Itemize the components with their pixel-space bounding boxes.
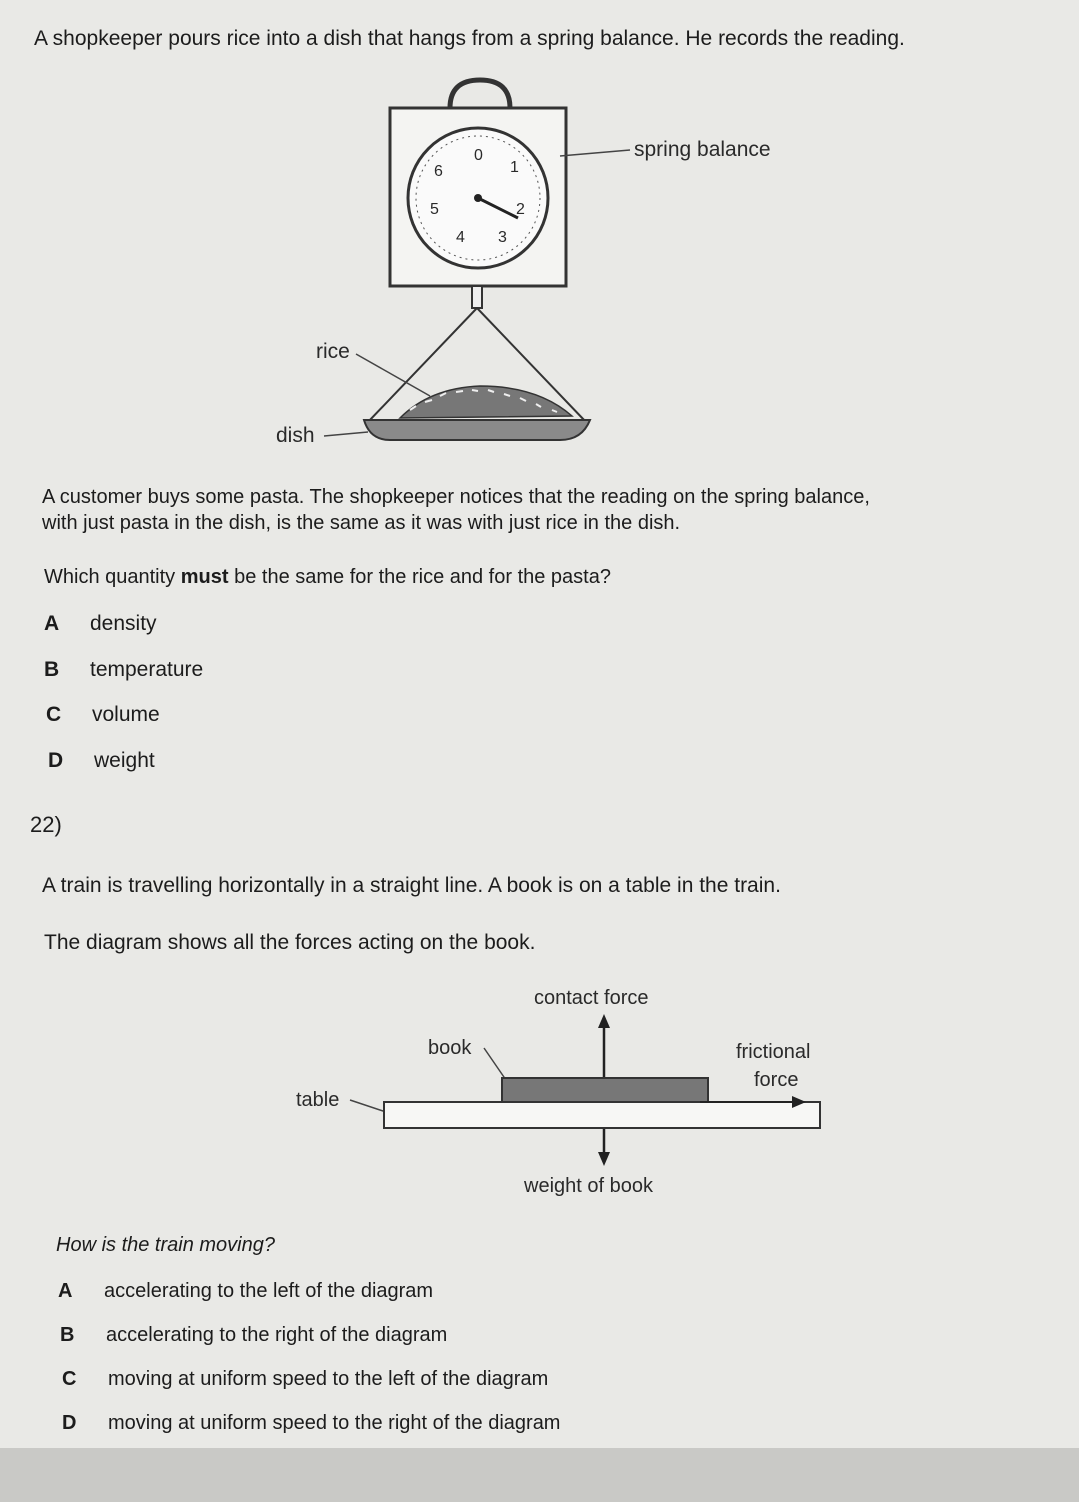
dial-number-5: 5 <box>430 201 439 218</box>
option-letter: D <box>48 749 64 772</box>
balance-stem <box>472 286 482 308</box>
option-letter: B <box>44 658 60 681</box>
label-frictional: frictional <box>736 1041 811 1063</box>
option-text: moving at uniform speed to the right of the diagram <box>108 1412 561 1434</box>
contact-force-arrowhead <box>598 1014 610 1028</box>
option-text: temperature <box>90 658 204 681</box>
q21-option-b[interactable] <box>44 658 203 682</box>
bottom-edge <box>0 1448 1079 1502</box>
book <box>502 1078 708 1102</box>
label-force: force <box>754 1069 799 1091</box>
q21-body-line2: with just pasta in the dish, is the same as it was with just rice in the dish. <box>42 512 681 534</box>
dial-number-1: 1 <box>510 159 519 176</box>
option-letter: C <box>62 1368 77 1390</box>
q22-option-b[interactable] <box>60 1324 447 1347</box>
q22-line2: The diagram shows all the forces acting on the book. <box>44 931 536 954</box>
q21-question-prefix: Which quantity <box>44 566 181 588</box>
weight-arrowhead <box>598 1152 610 1166</box>
q22-question: How is the train moving? <box>56 1234 275 1256</box>
option-letter: B <box>60 1324 75 1346</box>
dial-number-0: 0 <box>474 147 483 164</box>
q21-option-c[interactable] <box>46 703 160 727</box>
option-letter: A <box>58 1280 73 1302</box>
q21-option-d[interactable] <box>48 749 155 773</box>
balance-hook <box>450 80 510 108</box>
label-spring-balance: spring balance <box>634 138 771 161</box>
option-text: weight <box>94 749 155 772</box>
spring-balance-diagram <box>260 70 820 460</box>
q22-option-a[interactable] <box>58 1280 433 1303</box>
q21-option-a[interactable] <box>44 612 157 636</box>
label-rice: rice <box>316 340 350 363</box>
label-dish: dish <box>276 424 315 447</box>
label-book: book <box>428 1037 472 1059</box>
table-top <box>384 1102 820 1128</box>
q21-question-emphasis: must <box>180 566 229 588</box>
q21-question-suffix: be the same for the rice and for the pasta? <box>228 566 611 588</box>
option-letter: D <box>62 1412 77 1434</box>
option-letter: A <box>44 612 60 635</box>
label-weight: weight of book <box>524 1175 653 1197</box>
q22-option-c[interactable] <box>62 1368 548 1391</box>
dial-number-6: 6 <box>434 163 443 180</box>
q21-intro: A shopkeeper pours rice into a dish that hangs from a spring balance. He records the reading. <box>34 27 905 50</box>
option-letter: C <box>46 703 62 726</box>
option-text: volume <box>92 703 160 726</box>
option-text: density <box>90 612 157 635</box>
label-table: table <box>296 1089 340 1111</box>
option-text: accelerating to the right of the diagram <box>106 1324 448 1346</box>
option-text: moving at uniform speed to the left of the diagram <box>108 1368 549 1390</box>
dial-number-2: 2 <box>516 201 525 218</box>
dish <box>364 420 590 440</box>
q22-option-d[interactable] <box>62 1412 560 1435</box>
q21-body-line1: A customer buys some pasta. The shopkeeper notices that the reading on the spring balance, <box>42 486 870 508</box>
q21-question <box>44 564 611 590</box>
dial-number-4: 4 <box>456 229 465 246</box>
forces-diagram <box>280 976 860 1206</box>
label-contact-force: contact force <box>534 987 649 1009</box>
option-text: accelerating to the left of the diagram <box>104 1280 434 1302</box>
q22-number: 22) <box>30 812 62 837</box>
q22-line1: A train is travelling horizontally in a straight line. A book is on a table in the train. <box>42 874 781 897</box>
dial-number-3: 3 <box>498 229 507 246</box>
